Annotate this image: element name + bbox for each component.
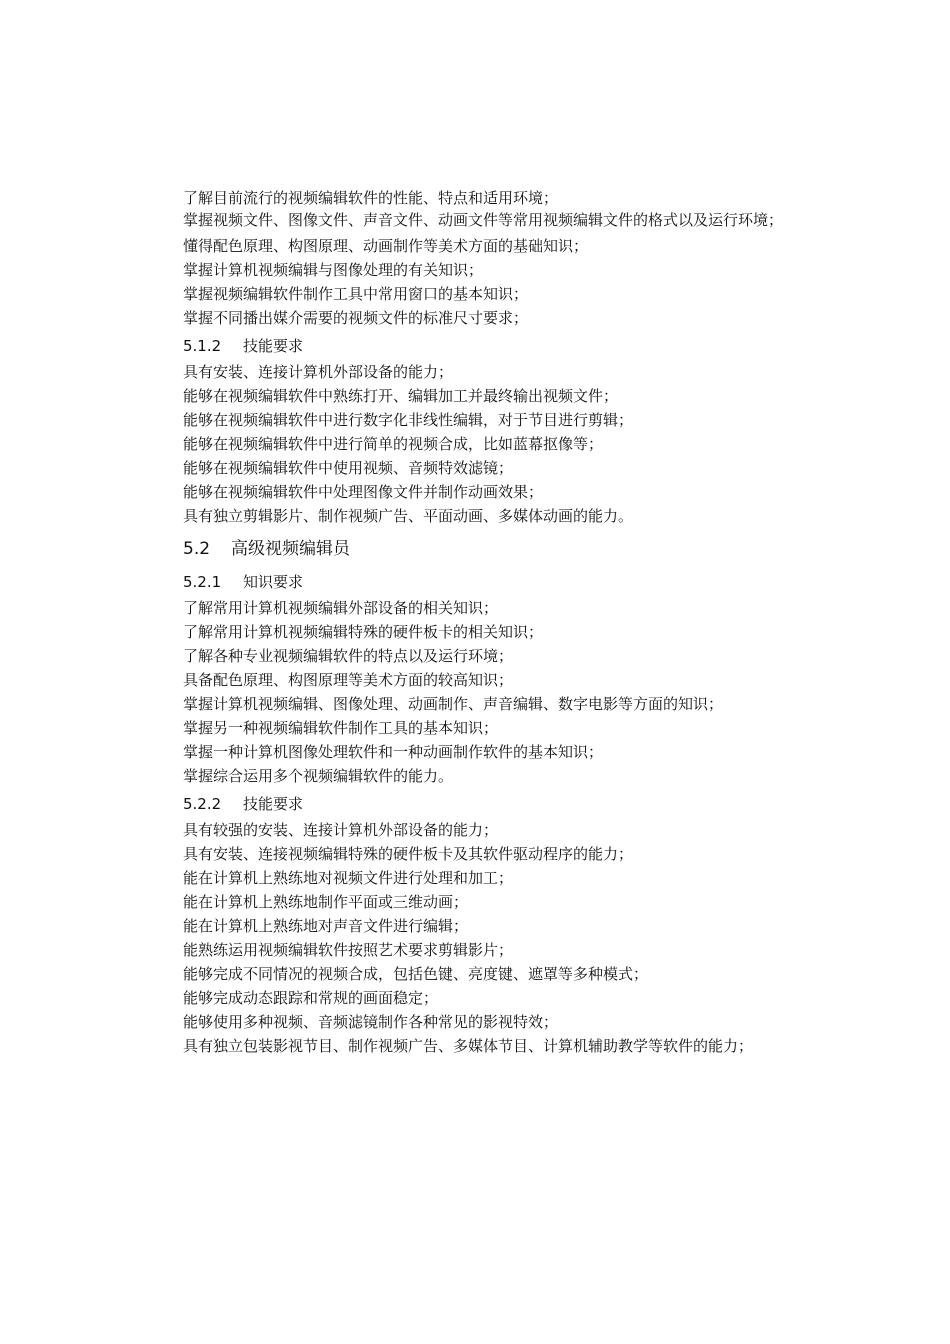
- list-item: 了解目前流行的视频编辑软件的性能、特点和适用环境；: [183, 189, 559, 207]
- skills-list-5-1-2: [150, 360, 810, 528]
- list-item: 具有安装、连接计算机外部设备的能力；: [183, 363, 454, 381]
- list-item: 掌握一种计算机图像处理软件和一种动画制作软件的基本知识；: [183, 743, 604, 761]
- subsection-title: 技能要求: [243, 337, 304, 355]
- section-title: 高级视频编辑员: [231, 539, 350, 559]
- list-item: 能在计算机上熟练地制作平面或三维动画；: [183, 893, 469, 911]
- subsection-title: 技能要求: [243, 795, 304, 813]
- intro-list: [150, 186, 810, 330]
- list-item: 能够在视频编辑软件中使用视频、音频特效滤镜；: [183, 459, 514, 477]
- list-item: 了解常用计算机视频编辑特殊的硬件板卡的相关知识；: [183, 623, 544, 641]
- list-item: 能在计算机上熟练地对声音文件进行编辑；: [183, 917, 469, 935]
- list-item: 能够在视频编辑软件中进行简单的视频合成，比如蓝幕抠像等；: [183, 435, 604, 453]
- list-item: 能够在视频编辑软件中进行数字化非线性编辑，对于节目进行剪辑；: [183, 411, 634, 429]
- subsection-number: 5.2.1: [183, 573, 222, 591]
- list-item: 具有较强的安装、连接计算机外部设备的能力；: [183, 821, 499, 839]
- list-item: 能熟练运用视频编辑软件按照艺术要求剪辑影片；: [183, 941, 514, 959]
- skills-list-5-2-2: [150, 818, 810, 1058]
- subsection-heading-5-1-2: [150, 332, 810, 360]
- section-number: 5.2: [183, 539, 211, 559]
- list-item: 掌握不同播出媒介需要的视频文件的标准尺寸要求；: [183, 309, 529, 327]
- list-item: 能够在视频编辑软件中熟练打开、编辑加工并最终输出视频文件；: [183, 387, 619, 405]
- subsection-heading-5-2-1: [150, 568, 810, 596]
- list-item: 了解常用计算机视频编辑外部设备的相关知识；: [183, 599, 499, 617]
- list-item: 能够完成不同情况的视频合成，包括色键、亮度键、遮罩等多种模式；: [183, 965, 649, 983]
- list-item: 掌握另一种视频编辑软件制作工具的基本知识；: [183, 719, 499, 737]
- list-item: 掌握综合运用多个视频编辑软件的能力。: [183, 767, 454, 785]
- list-item: 掌握计算机视频编辑与图像处理的有关知识；: [183, 261, 484, 279]
- list-item: 能够完成动态跟踪和常规的画面稳定；: [183, 989, 439, 1007]
- knowledge-list-5-2-1: [150, 596, 810, 788]
- subsection-heading-5-2-2: [150, 790, 810, 818]
- list-item: 具备配色原理、构图原理等美术方面的较高知识；: [183, 671, 514, 689]
- list-item: 掌握计算机视频编辑、图像处理、动画制作、声音编辑、数字电影等方面的知识；: [183, 695, 724, 713]
- list-item: 掌握视频编辑软件制作工具中常用窗口的基本知识；: [183, 285, 529, 303]
- subsection-number: 5.1.2: [183, 337, 222, 355]
- document-page: [150, 186, 810, 1058]
- list-item: 掌握视频文件、图像文件、声音文件、动画文件等常用视频编辑文件的格式以及运行环境；: [183, 211, 784, 229]
- subsection-number: 5.2.2: [183, 795, 222, 813]
- list-item: 能在计算机上熟练地对视频文件进行处理和加工；: [183, 869, 514, 887]
- list-item: 具有独立包装影视节目、制作视频广告、多媒体节目、计算机辅助教学等软件的能力；: [183, 1037, 754, 1055]
- list-item: 懂得配色原理、构图原理、动画制作等美术方面的基础知识；: [183, 237, 589, 255]
- list-item: 具有独立剪辑影片、制作视频广告、平面动画、多媒体动画的能力。: [183, 507, 634, 525]
- section-heading-5-2: [150, 534, 810, 564]
- list-item: 能够使用多种视频、音频滤镜制作各种常见的影视特效；: [183, 1013, 559, 1031]
- list-item: 了解各种专业视频编辑软件的特点以及运行环境；: [183, 647, 514, 665]
- list-item: 具有安装、连接视频编辑特殊的硬件板卡及其软件驱动程序的能力；: [183, 845, 634, 863]
- subsection-title: 知识要求: [243, 573, 304, 591]
- list-item: 能够在视频编辑软件中处理图像文件并制作动画效果；: [183, 483, 544, 501]
